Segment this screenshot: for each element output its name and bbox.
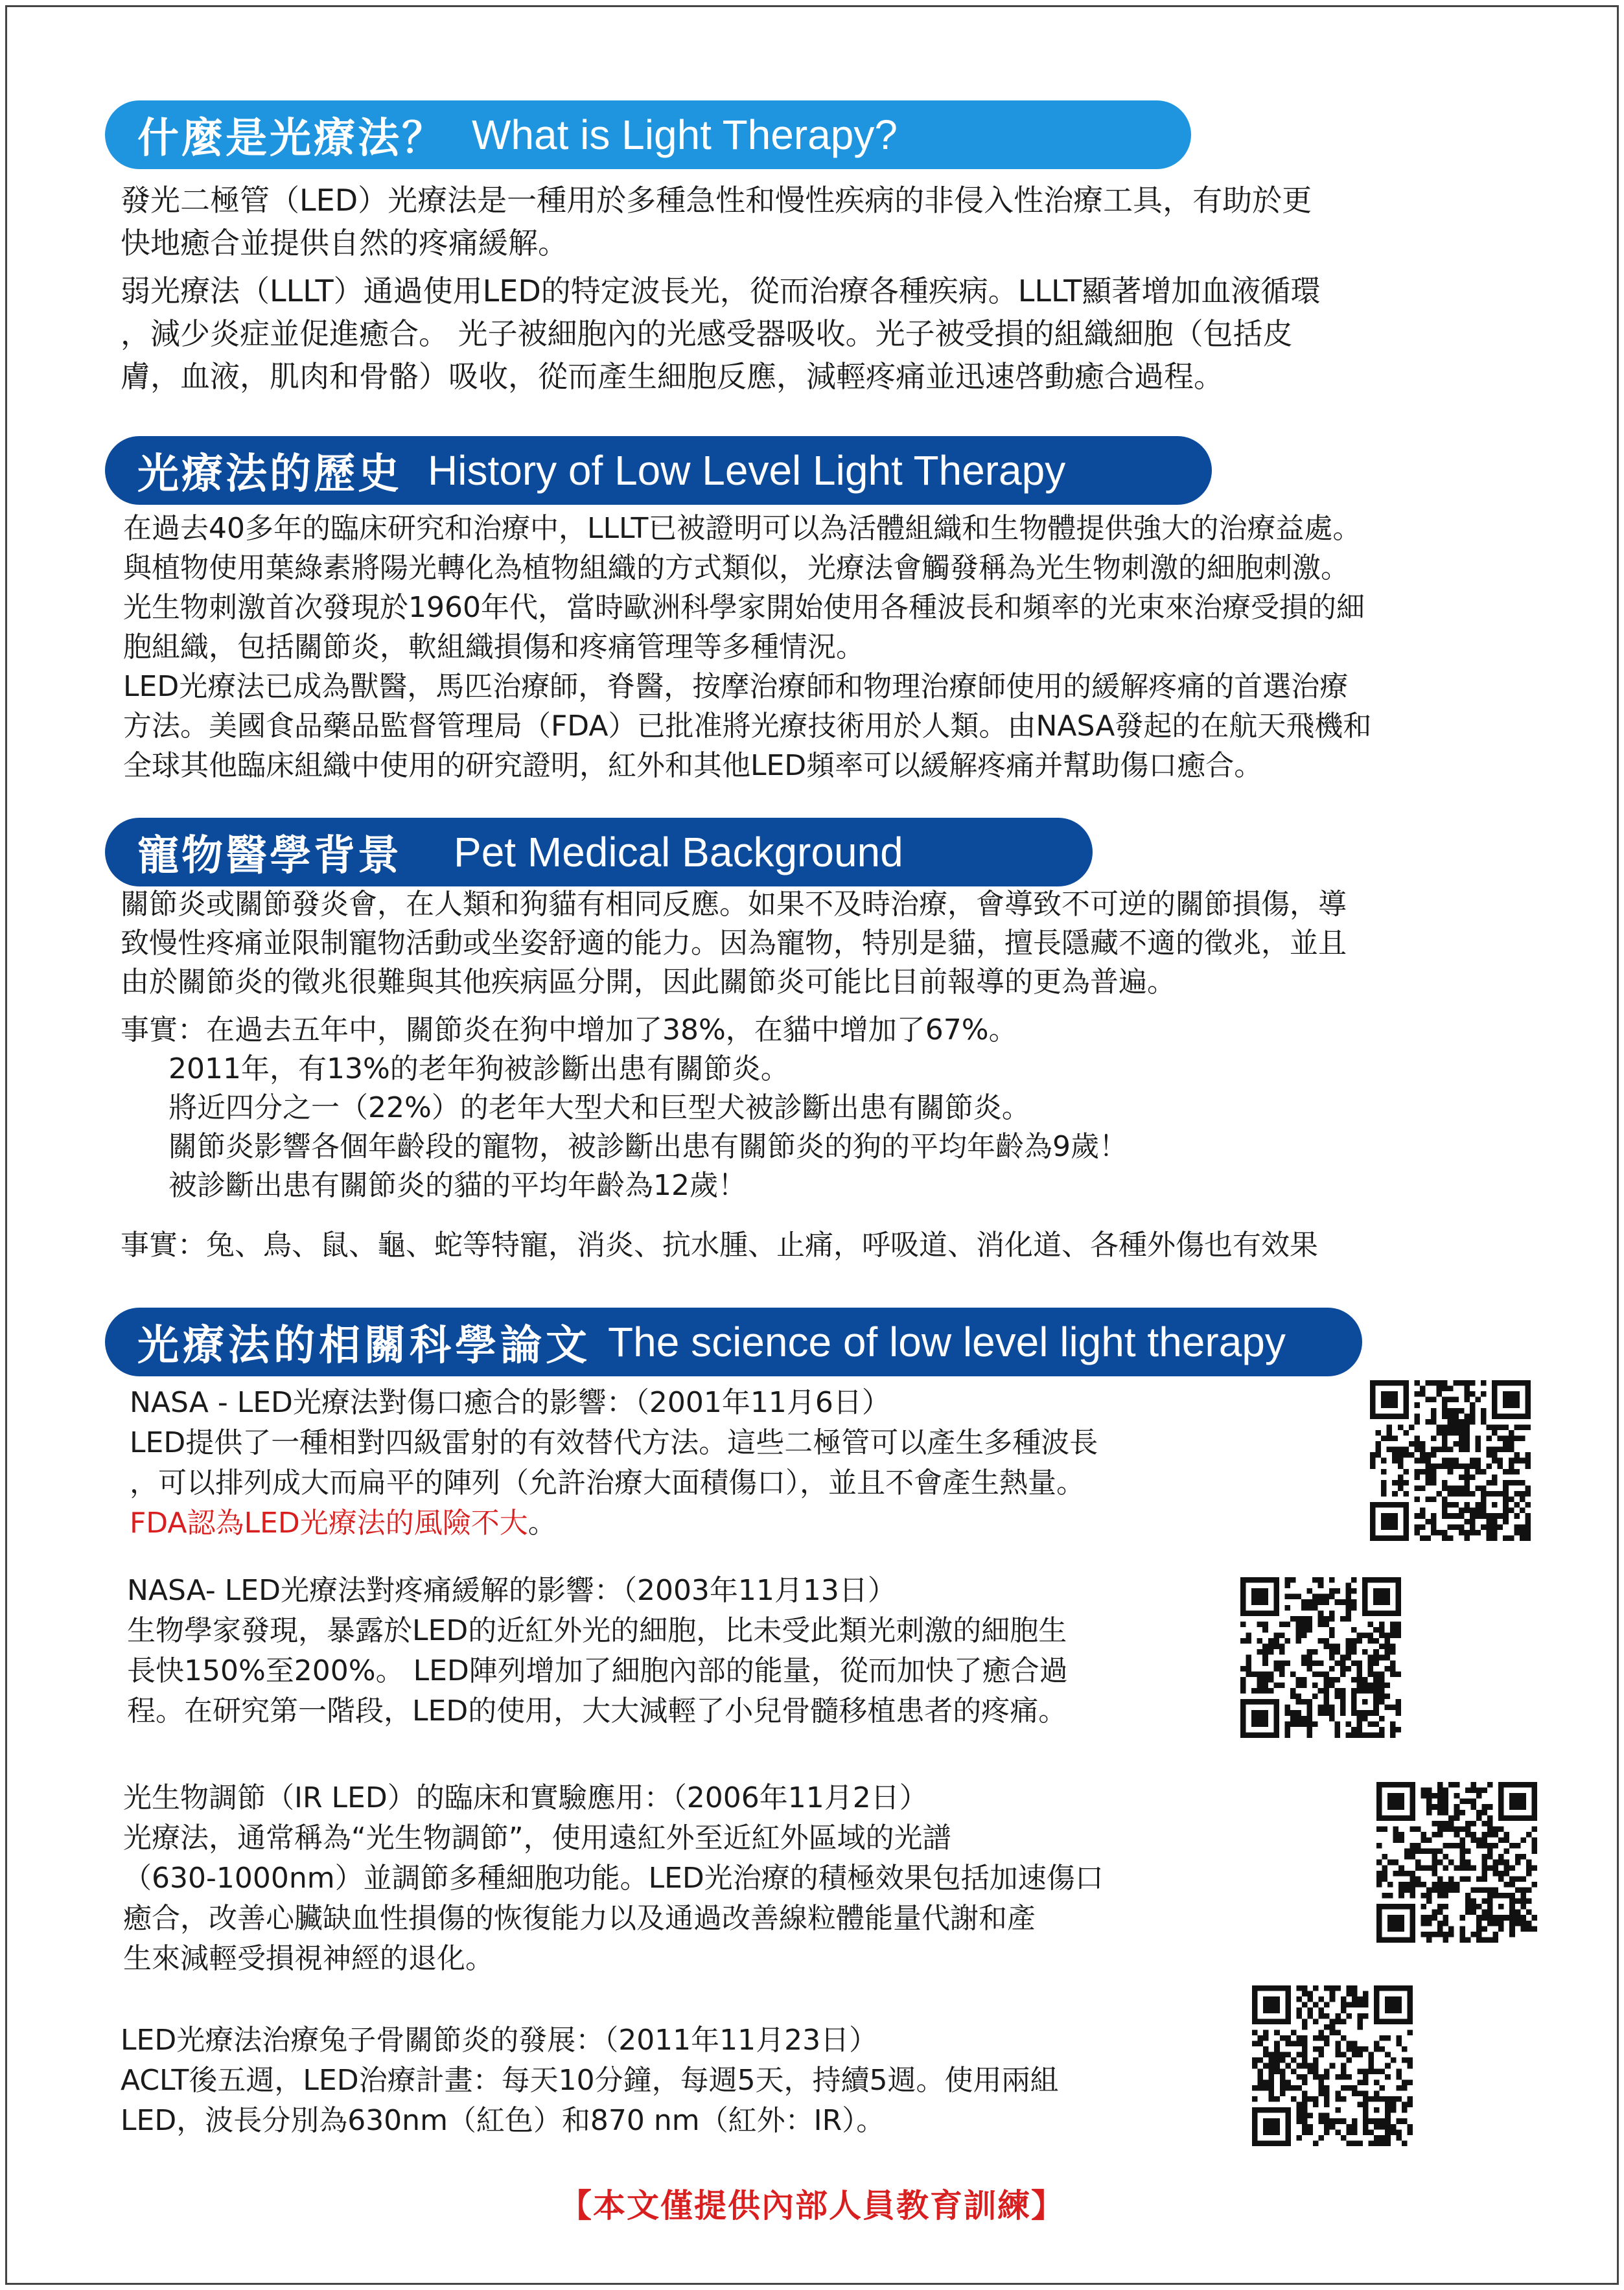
qr-code-icon[interactable] [1240,1577,1401,1738]
paragraph-line: 由於關節炎的徵兆很難與其他疾病區分開，因此關節炎可能比目前報導的更為普遍。 [121,966,1176,999]
paragraph-line: 胞組織，包括關節炎，軟組織損傷和疼痛管理等多種情況。 [123,630,864,664]
paper-line: NASA- LED光療法對疼痛緩解的影響：（2003年11月13日） [127,1574,896,1607]
paragraph-line: 光生物刺激首次發現於1960年代，當時歐洲科學家開始使用各種波長和頻率的光束來治療受損的細 [123,591,1365,624]
section-header-pet-medical-background [105,818,1093,886]
paper-line: 長快150%至200%。 LED陣列增加了細胞內部的能量，從而加快了癒合過 [127,1654,1068,1687]
paper-line: 光療法，通常稱為“光生物調節”，使用遠紅外至近紅外區域的光譜 [123,1822,951,1855]
section-body-what-is-light-therapy [121,179,1320,398]
section-title-en: Pet Medical Background [454,829,903,875]
paper-line: 生物學家發現，暴露於LED的近紅外光的細胞，比未受此類光刺激的細胞生 [127,1614,1067,1647]
paragraph-line: 弱光療法（LLLT）通過使用LED的特定波長光，從而治療各種疾病。LLLT顯著增加血液循環 [121,273,1321,308]
paragraph-line: 快地癒合並提供自然的疼痛緩解。 [121,226,568,260]
section-title-zh: 光療法的歷史 [137,450,402,498]
fact-item: 關節炎影響各個年齡段的寵物，被診斷出患有關節炎的狗的平均年齡為9歲！ [168,1130,1128,1163]
paper-line-highlight [130,1503,1098,1544]
paper-photobiomodulation [123,1778,1104,1979]
qr-code-icon[interactable] [1370,1380,1531,1541]
section-body-pet-medical-background [121,885,1347,1265]
paragraph-line: 關節炎或關節發炎會，在人類和狗貓有相同反應。如果不及時治療，會導致不可逆的關節損傷，導 [121,888,1347,921]
qr-code-icon[interactable] [1252,1985,1413,2146]
paragraph-line: 方法。美國食品藥品監督管理局（FDA）已批准將光療技術用於人類。由NASA發起的在航天飛機和 [123,710,1372,743]
paper-line: 程。在研究第一階段，LED的使用，大大減輕了小兒骨髓移植患者的疼痛。 [127,1694,1067,1728]
section-title-en: What is Light Therapy? [472,111,898,158]
paragraph-line: 發光二極管（LED）光療法是一種用於多種急性和慢性疾病的非侵入性治療工具，有助於更 [121,183,1312,218]
paragraph-line: 全球其他臨床組織中使用的研究證明，紅外和其他LED頻率可以緩解疼痛并幫助傷口癒合。 [123,749,1263,782]
highlight-tail: 。 [528,1507,557,1540]
paper-line: LED光療法治療兔子骨關節炎的發展：（2011年11月23日） [121,2024,878,2057]
section-title-en: The science of low level light therapy [608,1319,1286,1365]
fact-item: 2011年，有13%的老年狗被診斷出患有關節炎。 [168,1052,789,1085]
footer-notice: 【本文僅提供內部人員教育訓練】 [559,2187,1065,2225]
paper-rabbit-osteoarthritis [121,2020,1059,2141]
paper-line: ，可以排列成大而扁平的陣列（允許治療大面積傷口），並且不會產生熱量。 [130,1466,1085,1499]
paper-line: NASA - LED光療法對傷口癒合的影響：（2001年11月6日） [130,1386,890,1419]
qr-code-icon[interactable] [1376,1782,1537,1943]
paragraph-line: LED光療法已成為獸醫，馬匹治療師，脊醫，按摩治療師和物理治療師使用的緩解疼痛的首選治療 [123,670,1349,703]
section-body-history [123,509,1371,785]
paper-line: 生來減輕受損視神經的退化。 [123,1942,494,1975]
paper-line: ACLT後五週，LED治療計畫：每天10分鐘，每週5天，持續5週。使用兩組 [121,2064,1059,2097]
section-title-zh: 光療法的相關科學論文 [137,1322,591,1370]
paper-line: （630-1000nm）並調節多種細胞功能。LED光治療的積極效果包括加速傷口 [123,1862,1104,1895]
fact-item: 被診斷出患有關節炎的貓的平均年齡為12歲！ [168,1169,747,1202]
section-header-history [105,436,1212,505]
fact-item: 將近四分之一（22%）的老年大型犬和巨型犬被診斷出患有關節炎。 [168,1091,1030,1124]
paper-line: LED，波長分別為630nm（紅色）和870 nm（紅外：IR）。 [121,2104,885,2137]
paper-line: LED提供了一種相對四級雷射的有效替代方法。這些二極管可以產生多種波長 [130,1426,1098,1459]
paragraph-line: 致慢性疼痛並限制寵物活動或坐姿舒適的能力。因為寵物，特別是貓，擅長隱藏不適的徵兆，並且 [121,927,1347,960]
paragraph-line: 在過去40多年的臨床研究和治療中，LLLT已被證明可以為活體組織和生物體提供強大的治療益處。 [123,512,1362,545]
section-title-en: History of Low Level Light Therapy [428,447,1066,494]
fact-heading: 事實：在過去五年中，關節炎在狗中增加了38%，在貓中增加了67%。 [121,1013,1017,1047]
section-header-what-is-light-therapy [105,100,1191,169]
paper-line: 光生物調節（IR LED）的臨床和實驗應用：（2006年11月2日） [123,1781,928,1814]
section-header-science-papers [105,1308,1362,1376]
fda-risk-highlight: FDA認為LED光療法的風險不大 [130,1507,528,1540]
section-title-zh: 什麼是光療法？ [137,115,446,163]
section-title-zh: 寵物醫學背景 [137,832,402,880]
paragraph-line: 膚，血液，肌肉和骨骼）吸收，從而產生細胞反應，減輕疼痛並迅速啓動癒合過程。 [121,359,1224,394]
fact-heading: 事實：兔、鳥、鼠、龜、蛇等特寵，消炎、抗水腫、止痛，呼吸道、消化道、各種外傷也有效果 [121,1229,1318,1262]
paragraph-line: 與植物使用葉綠素將陽光轉化為植物組織的方式類似，光療法會觸發稱為光生物刺激的細胞刺激。 [123,551,1349,584]
paper-line: 癒合，改善心臟缺血性損傷的恢復能力以及通過改善線粒體能量代謝和產 [123,1902,1036,1935]
paragraph-line: ，減少炎症並促進癒合。 光子被細胞內的光感受器吸收。光子被受損的組織細胞（包括皮 [121,316,1293,351]
paper-nasa-wound-healing [130,1383,1098,1544]
paper-nasa-pain-relief [127,1571,1068,1731]
